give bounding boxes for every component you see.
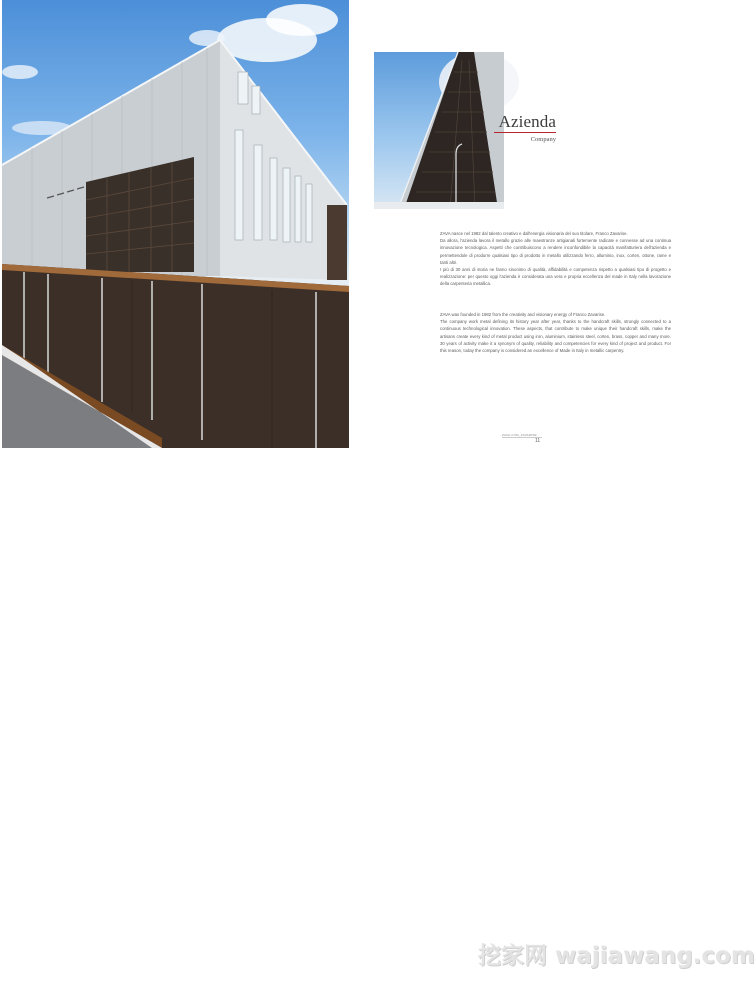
italian-text-block (440, 230, 671, 288)
english-text-block (440, 311, 671, 354)
watermark: 挖家网 wajiawang.com (478, 943, 755, 969)
heading-subtitle: Company (530, 136, 556, 143)
building-photo-small-drawing (374, 52, 504, 209)
italian-paragraph: ZAVA nasce nel 1982 dal talento creativo e dall'energia visionaria del suo titolare, Franco Zavarise. (440, 231, 628, 236)
page-number: 11 (535, 438, 541, 444)
italian-paragraph: I più di 30 anni di storia ne fanno sinonimo di qualità, affidabilità e competenza rispetto a qualsiasi tipo di progetto e realizzazione: per questo oggi l'azienda è considerata una vera e propria eccellenza del made in Italy nella lavorazione della carpenteria metallica. (440, 267, 671, 287)
english-paragraph: The company work metal defining its history year after year, thanks to the handcraft skills, strongly connected to a continuous technological innovation. These aspects, that contribute to make unique their handcraft skills, make the artisans create every kind of metal product using iron, aluminium, stainless steel, corten, brass, copper and many more. 30 years of activity make it a synonym of quality, reliability and competencies for every kind of project and product. For this reason, today the company is considered an excellence of Made in Italy in metallic carpentry. (440, 319, 671, 354)
building-photo-large-drawing (2, 0, 349, 448)
heading-accent-rule (494, 132, 556, 133)
building-photo-small (374, 52, 504, 209)
section-heading (490, 113, 556, 144)
italian-paragraph: Da allora, l'azienda lavora il metallo grazie alle maestranze artigianali fortemente radicate e connesse ad una continua innovazione tecnologica. Aspetti che contribuiscono a rendere inconfondibile la capacità manifatturiera dell'azienda e permettendole di produrre qualsiasi tipo di prodotto in metallo utilizzando ferro, alluminio, inox, corten, ottone, rame e tanti altri. (440, 238, 671, 265)
english-paragraph: ZAVA was founded in 1982 from the creativity and visionary energy of Franco Zavarise. (440, 312, 606, 317)
footer-label: ZAVA.COM_ZAVARISE (502, 433, 537, 437)
building-photo-large (2, 0, 349, 448)
heading-title: Azienda (498, 112, 556, 131)
